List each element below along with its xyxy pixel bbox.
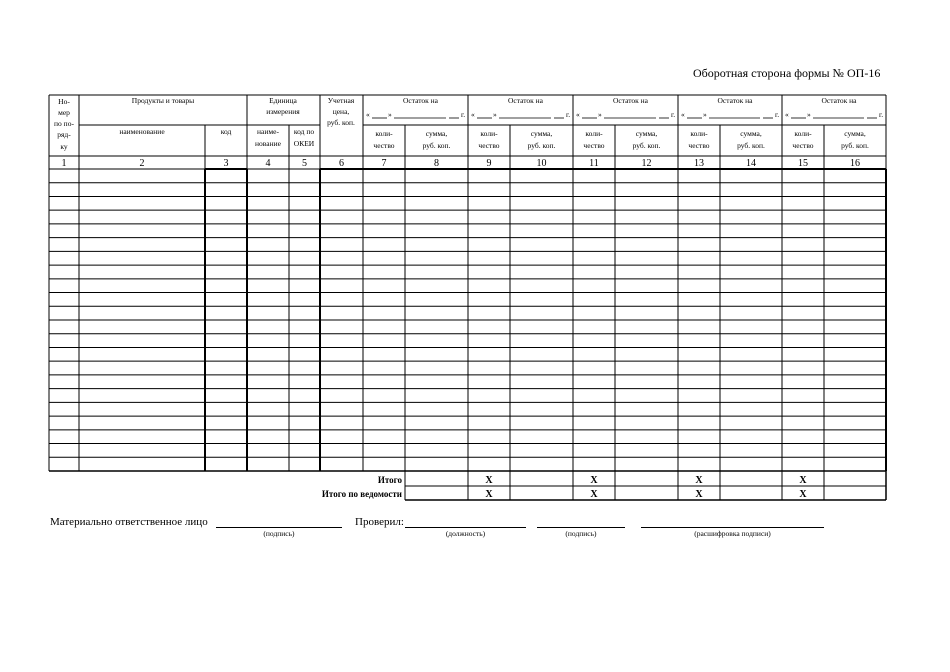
row-number-header: ку (60, 142, 68, 151)
column-number: 4 (265, 158, 271, 169)
date-quote-open: « (471, 110, 475, 119)
total-x-mark: X (695, 475, 703, 486)
column-number: 15 (798, 158, 808, 169)
date-quote-open: « (785, 110, 789, 119)
checker-position-line[interactable] (405, 527, 526, 528)
row-number-header: мер (58, 108, 70, 117)
sum-header: руб. коп. (841, 141, 869, 150)
date-year-suffix: г. (461, 110, 466, 119)
products-code-header: код (220, 127, 232, 136)
column-number: 7 (381, 158, 387, 169)
unit-name-header: наиме- (257, 127, 279, 136)
checker-decoding-line[interactable] (641, 527, 824, 528)
quantity-header: чество (583, 141, 605, 150)
remainder-header: Остаток на (717, 96, 753, 105)
date-year-suffix: г. (566, 110, 571, 119)
row-number-header: по по- (54, 119, 74, 128)
total-by-statement-label: Итого по ведомости (321, 489, 402, 499)
sum-header: сумма, (425, 129, 448, 138)
sum-header: сумма, (530, 129, 553, 138)
column-number: 12 (641, 158, 652, 169)
date-quote-close: » (598, 110, 602, 119)
total-x-mark: X (485, 475, 493, 486)
products-name-header: наименование (119, 127, 165, 136)
quantity-header: чество (478, 141, 500, 150)
date-quote-open: « (681, 110, 685, 119)
date-quote-close: » (807, 110, 811, 119)
row-number-header: ряд- (57, 130, 71, 139)
checker-signature-caption: (подпись) (565, 529, 597, 538)
date-year-suffix: г. (671, 110, 676, 119)
date-quote-close: » (493, 110, 497, 119)
quantity-header: чество (688, 141, 710, 150)
column-number: 10 (536, 158, 547, 169)
checker-position-caption: (должность) (445, 529, 486, 538)
column-number: 3 (223, 158, 229, 169)
responsible-signature-caption: (подпись) (263, 529, 295, 538)
column-number: 1 (61, 158, 67, 169)
sum-header: сумма, (740, 129, 762, 138)
column-number: 8 (434, 158, 439, 169)
date-quote-close: » (388, 110, 392, 119)
quantity-header: коли- (794, 129, 812, 138)
okei-header: ОКЕИ (293, 139, 315, 148)
products-group-header: Продукты и товары (131, 96, 195, 105)
price-header: руб. коп. (327, 118, 355, 127)
column-number: 6 (339, 158, 344, 169)
price-header: цена, (332, 107, 350, 116)
quantity-header: коли- (690, 129, 708, 138)
price-header: Учетная (327, 96, 355, 105)
column-number: 5 (302, 158, 307, 169)
sum-header: сумма, (635, 129, 658, 138)
checker-decoding-caption: (расшифровка подписи) (694, 529, 771, 538)
total-x-mark: X (799, 489, 807, 500)
remainder-header: Остаток на (402, 96, 439, 105)
unit-group-header: Единица (269, 96, 297, 105)
total-x-mark: X (485, 489, 493, 500)
responsible-person-label: Материально ответственное лицо (50, 516, 208, 528)
sum-header: руб. коп. (527, 141, 556, 150)
responsible-signature-line[interactable] (216, 527, 342, 528)
checker-signature-line[interactable] (537, 527, 625, 528)
column-number: 16 (850, 158, 860, 169)
row-number-header: Но- (58, 97, 70, 106)
unit-group-header: измерения (266, 107, 300, 116)
date-quote-close: » (703, 110, 707, 119)
quantity-header: коли- (480, 129, 498, 138)
okei-header: код по (293, 127, 315, 136)
total-x-mark: X (590, 475, 598, 486)
checked-by-label: Проверил: (355, 516, 404, 528)
sum-header: руб. коп. (632, 141, 661, 150)
column-number: 14 (746, 158, 756, 169)
remainder-header: Остаток на (821, 96, 857, 105)
total-label: Итого (377, 475, 402, 485)
sum-header: руб. коп. (737, 141, 765, 150)
sum-header: руб. коп. (422, 141, 451, 150)
sum-header: сумма, (844, 129, 866, 138)
unit-name-header: нование (255, 139, 281, 148)
remainder-header: Остаток на (612, 96, 649, 105)
total-x-mark: X (799, 475, 807, 486)
remainder-header: Остаток на (507, 96, 544, 105)
quantity-header: коли- (375, 129, 393, 138)
form-title: Оборотная сторона формы № ОП-16 (693, 66, 881, 80)
column-number: 13 (694, 158, 704, 169)
date-year-suffix: г. (775, 110, 780, 119)
column-number: 9 (486, 158, 492, 169)
total-x-mark: X (695, 489, 703, 500)
quantity-header: чество (373, 141, 395, 150)
column-number: 2 (139, 158, 145, 169)
total-x-mark: X (590, 489, 598, 500)
column-number: 11 (589, 158, 599, 169)
date-year-suffix: г. (879, 110, 884, 119)
quantity-header: коли- (585, 129, 603, 138)
quantity-header: чество (792, 141, 814, 150)
date-quote-open: « (576, 110, 580, 119)
date-quote-open: « (366, 110, 370, 119)
